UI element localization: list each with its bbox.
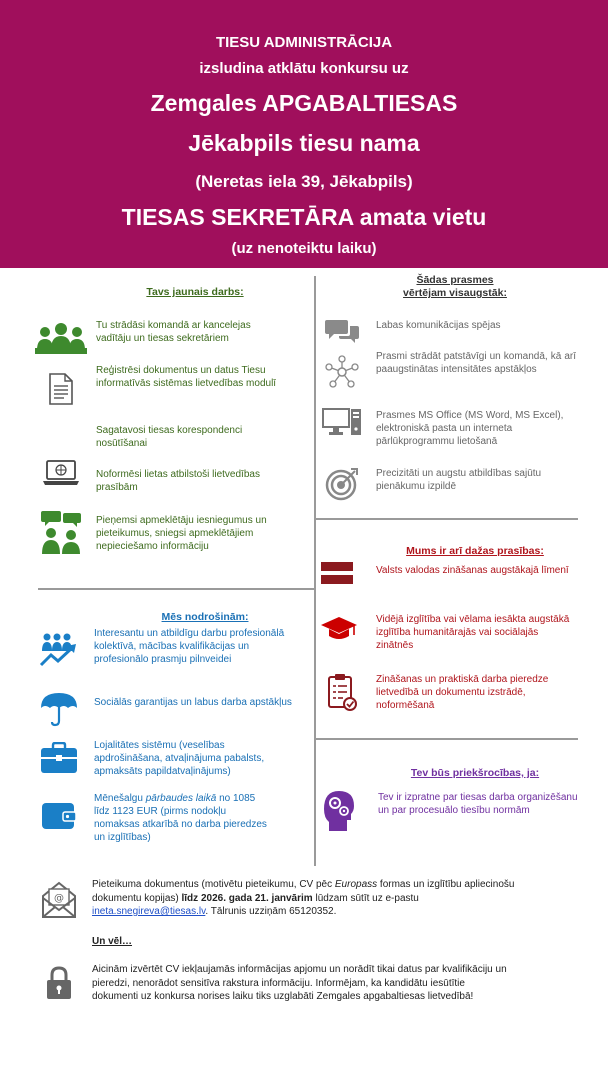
email-envelope-icon	[40, 880, 78, 920]
more-line-1: Aicinām izvērtēt CV iekļaujamās informācijas apjomu un norādīt tikai datus par kvalifikāciju un	[92, 964, 507, 975]
briefcase-icon	[38, 738, 80, 778]
job-item-text: Pieņemsi apmeklētāju iesniegumus un pieteikumus, sniegsi apmeklētājiem nepieciešamo informāciju	[96, 515, 267, 552]
skill-item-text: Precizitāti un augstu atbildības sajūtu pienākumu izpildē	[376, 468, 542, 492]
requirements-section-title: Mums ir arī dažas prasības:	[406, 545, 544, 557]
skill-item-text: Labas komunikācijas spējas	[376, 320, 501, 331]
more-line-2: pieredzi, nenorādot sensitīva rakstura informāciju. Informējam, ka kandidātu iesūtītie	[92, 977, 465, 989]
more-title: Un vēl…	[92, 936, 133, 947]
header-courthouse: Jēkabpils tiesu nama	[188, 130, 420, 156]
application-line-2	[92, 892, 572, 906]
salary-line-1	[94, 792, 304, 805]
target-icon	[320, 466, 364, 502]
lock-icon	[44, 965, 74, 1001]
phone-info: . Tālrunis uzziņām 65120352.	[205, 906, 337, 917]
skills-title-line2: vērtējam visaugstāk:	[403, 287, 507, 299]
graduation-cap-icon	[320, 612, 358, 644]
skills-section-title	[360, 274, 550, 300]
requirement-item-text: Valsts valodas zināšanas augstākajā līmenī	[376, 565, 569, 576]
more-line-3: dokumenti uz konkursa norises laiku tiks uzglabāti Zemgales apgabaltiesas lietvedībā!	[92, 991, 474, 1002]
salary-from: no 1085	[216, 793, 256, 804]
column-divider	[314, 276, 316, 866]
computer-icon	[320, 406, 364, 438]
document-icon	[34, 364, 88, 414]
job-item-text: Reģistrēsi dokumentus un datus Tiesu informatīvās sistēmas lietvedības modulī	[96, 365, 277, 389]
skill-item-text: Prasmes MS Office (MS Word, MS Excel), elektroniskā pasta un interneta pārlūkprogrammu lietošanā	[376, 410, 564, 447]
application-docs-rest: formas un izglītību apliecinošu	[377, 879, 515, 890]
application-copies: dokumentu kopijas)	[92, 892, 182, 904]
offer-item-text: Lojalitātes sistēmu (veselības apdrošināšana, atvaļinājuma pabalsts, apmaksāts papildatvaļinājums)	[94, 740, 265, 777]
chat-bubbles-icon	[320, 316, 364, 348]
divider-left-1	[38, 588, 314, 590]
application-line-3	[92, 905, 572, 919]
head-gears-icon	[320, 788, 358, 834]
application-line-1	[92, 878, 572, 892]
requirement-item-text: Vidējā izglītība vai vēlama iesākta augstākā izglītība humanitārajās vai sociālajās zinātnēs	[376, 614, 570, 651]
header-banner	[0, 0, 608, 268]
email-link[interactable]: ineta.snegireva@tiesas.lv	[92, 906, 206, 917]
wallet-icon	[38, 792, 80, 838]
header-position: TIESAS SEKRETĀRA amata vietu	[121, 204, 487, 230]
header-address: (Neretas iela 39, Jēkabpils)	[195, 172, 413, 191]
salary-prefix: Mēnešalgu	[94, 793, 146, 804]
application-send-to: lūdzam sūtīt uz e-pastu	[312, 892, 419, 904]
advantage-text: Tev ir izpratne par tiesas darba organizēšanu un par procesuālo tiesību normām	[378, 792, 578, 816]
application-docs: Pieteikuma dokumentus (motivētu pieteikumu, CV pēc	[92, 879, 335, 890]
application-text	[92, 878, 572, 919]
salary-trial-period: pārbaudes laikā	[145, 793, 217, 804]
header-announcement: izsludina atklātu konkursu uz	[199, 60, 409, 77]
team-icon	[34, 318, 88, 358]
job-item-text: Sagatavosi tiesas korespondenci nosūtīšanai	[96, 425, 243, 449]
offer-section-title: Mēs nodrošinām:	[161, 611, 249, 623]
svg-text:@: @	[54, 893, 64, 904]
umbrella-icon	[38, 690, 80, 728]
visitors-chat-icon	[34, 508, 88, 556]
job-item-text: Tu strādāsi komandā ar kancelejas vadītāju un tiesas sekretāriem	[96, 320, 251, 344]
salary-line-2: līdz 1123 EUR (pirms nodokļu	[94, 806, 227, 817]
laptop-icon	[34, 458, 88, 488]
job-section-title: Tavs jaunais darbs:	[146, 286, 244, 298]
salary-line-4: un izglītības)	[94, 832, 151, 843]
requirement-item-text: Zināšanas un praktiskā darba pieredze lietvedībā un dokumentu izstrādē, noformēšanā	[376, 674, 549, 711]
divider-right-2	[316, 738, 578, 740]
offer-item-text: Interesantu un atbildīgu darbu profesionālā kolektīvā, mācības kvalifikācijas un profesionālo prasmju pilnveidei	[94, 628, 285, 665]
offer-item-text: Sociālās garantijas un labus darba apstākļus	[94, 697, 292, 708]
job-item-text: Noformēsi lietas atbilstoši lietvedības prasībām	[96, 469, 260, 493]
skills-title-line1: Šādas prasmes	[416, 274, 494, 286]
application-deadline: līdz 2026. gada 21. janvārim	[181, 892, 313, 904]
header-term: (uz nenoteiktu laiku)	[231, 240, 377, 257]
checklist-icon	[320, 670, 364, 714]
header-court: Zemgales APGABALTIESAS	[150, 90, 458, 116]
growth-team-icon	[38, 626, 80, 672]
salary-text	[94, 792, 304, 844]
salary-line-3: nomaksas atkarībā no darba pieredzes	[94, 819, 267, 830]
divider-right-1	[316, 518, 578, 520]
more-text	[92, 963, 574, 1004]
header-organization: TIESU ADMINISTRĀCIJA	[215, 34, 393, 51]
advantage-section-title: Tev būs priekšrocības, ja:	[410, 767, 540, 779]
network-icon	[320, 350, 364, 394]
skill-item-text: Prasmi strādāt patstāvīgi un komandā, kā arī paaugstinātas intensitātes apstākļos	[376, 351, 576, 375]
europass-text: Europass	[334, 879, 378, 890]
flag-icon	[320, 560, 354, 586]
